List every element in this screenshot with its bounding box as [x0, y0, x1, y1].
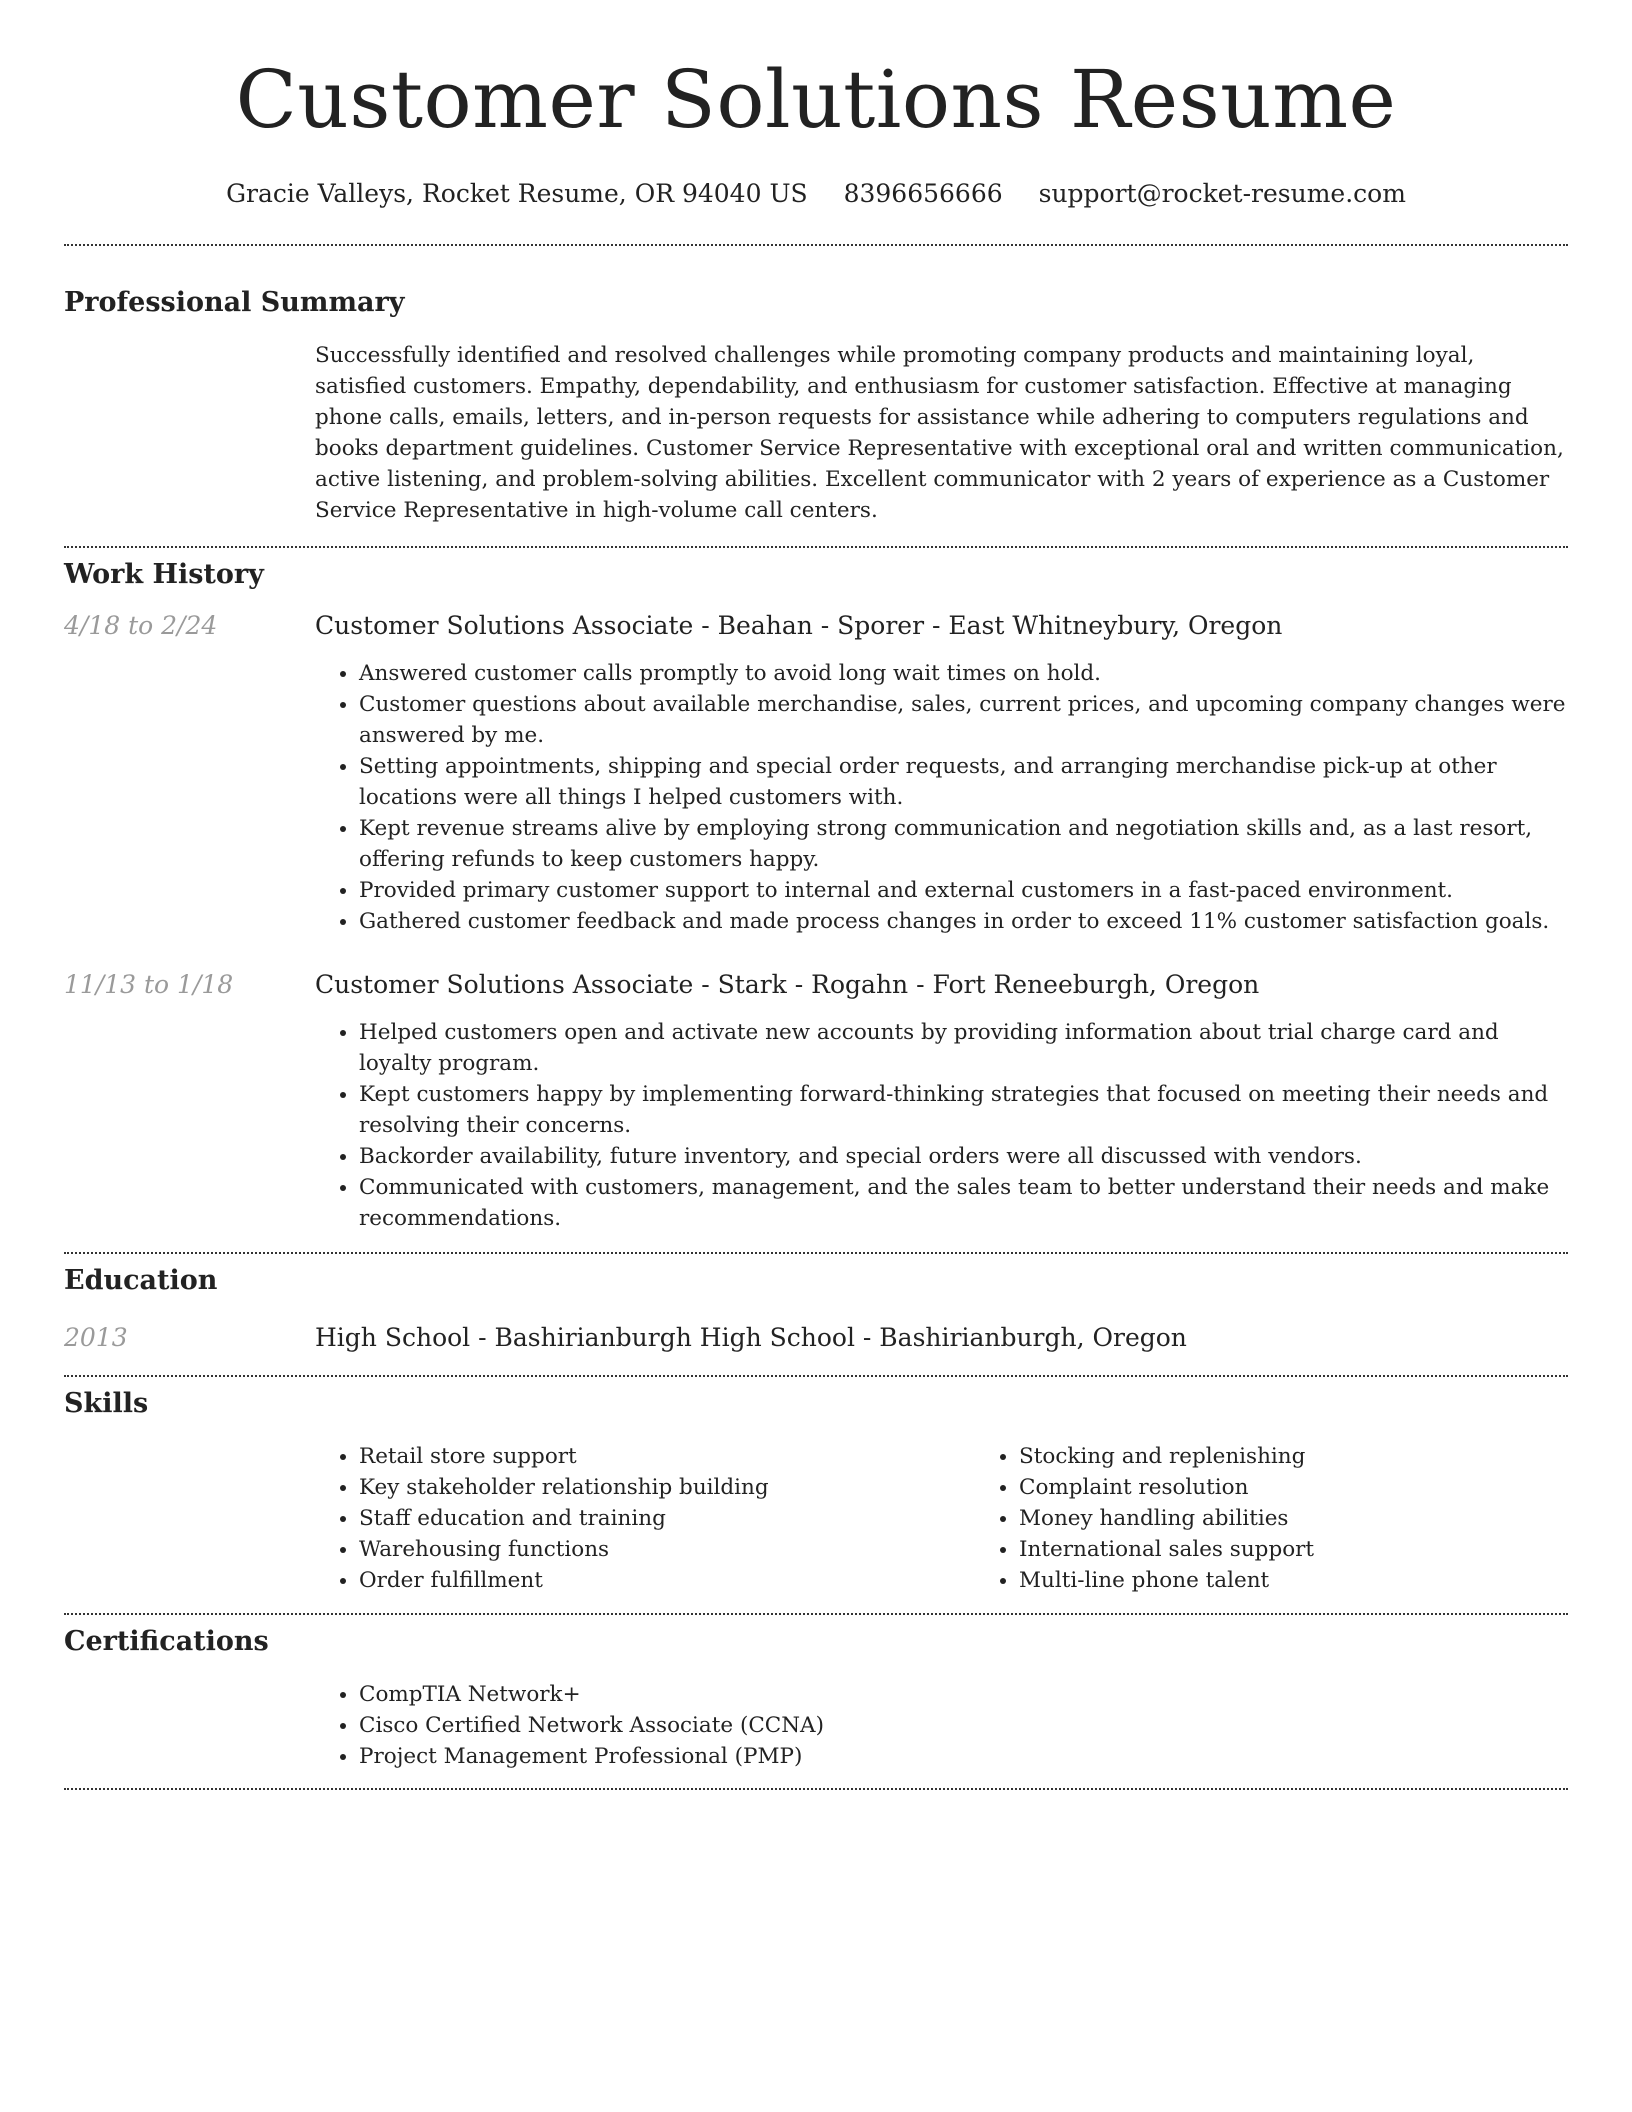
job-entry — [64, 610, 1568, 937]
job-dates: 11/13 to 1/18 — [64, 970, 234, 999]
list-item: • Complaint resolution — [1019, 1472, 1568, 1503]
contact-line — [64, 178, 1568, 210]
contact-email: support@rocket-resume.com — [1038, 179, 1406, 208]
skills-row — [64, 1441, 1568, 1596]
list-item: • Cisco Certified Network Associate (CCNA) — [359, 1710, 1568, 1741]
list-item: • Helped customers open and activate new accounts by providing information about trial charge card and loyalty program. — [359, 1017, 1568, 1079]
list-item: • Answered customer calls promptly to avoid long wait times on hold. — [359, 658, 1568, 689]
job-bullets — [315, 658, 1568, 937]
list-item: • Setting appointments, shipping and special order requests, and arranging merchandise pick-up at other locations were all things I helped customers with. — [359, 751, 1568, 813]
skills-list-right — [975, 1441, 1568, 1596]
list-item: • Provided primary customer support to internal and external customers in a fast-paced environment. — [359, 875, 1568, 906]
resume-name: Customer Solutions Resume — [235, 53, 1397, 146]
list-item: • International sales support — [1019, 1534, 1568, 1565]
section-title-skills: Skills — [64, 1388, 149, 1419]
education-entry — [64, 1322, 1568, 1354]
section-title-certifications: Certifications — [64, 1626, 269, 1657]
list-item: • Backorder availability, future inventory, and special orders were all discussed with vendors. — [359, 1141, 1568, 1172]
divider — [64, 1788, 1568, 1790]
contact-address: Gracie Valleys, Rocket Resume, OR 94040 US — [226, 179, 808, 208]
section-title-summary: Professional Summary — [64, 287, 405, 318]
skills-list-left — [315, 1441, 975, 1596]
list-item: • Key stakeholder relationship building — [359, 1472, 975, 1503]
certifications-row — [64, 1679, 1568, 1772]
job-title: Customer Solutions Associate - Stark - Rogahn - Fort Reneeburgh, Oregon — [315, 970, 1260, 999]
divider — [64, 1375, 1568, 1377]
list-item: • Kept revenue streams alive by employing strong communication and negotiation skills and, as a last resort, offering refunds to keep customers happy. — [359, 813, 1568, 875]
divider — [64, 1252, 1568, 1254]
certifications-list — [315, 1679, 1568, 1772]
list-item: • Warehousing functions — [359, 1534, 975, 1565]
list-item: • Stocking and replenishing — [1019, 1441, 1568, 1472]
list-item: • Staff education and training — [359, 1503, 975, 1534]
list-item: • CompTIA Network+ — [359, 1679, 1568, 1710]
job-title: Customer Solutions Associate - Beahan - Sporer - East Whitneybury, Oregon — [315, 611, 1283, 640]
section-title-work: Work History — [64, 559, 264, 590]
list-item: • Kept customers happy by implementing forward-thinking strategies that focused on meeting their needs and resolving their concerns. — [359, 1079, 1568, 1141]
education-text: High School - Bashirianburgh High School - Bashirianburgh, Oregon — [315, 1323, 1187, 1352]
job-entry — [64, 969, 1568, 1234]
list-item: • Money handling abilities — [1019, 1503, 1568, 1534]
contact-phone: 8396656666 — [843, 179, 1003, 208]
job-dates: 4/18 to 2/24 — [64, 611, 218, 640]
divider — [64, 546, 1568, 548]
list-item: • Project Management Professional (PMP) — [359, 1741, 1568, 1772]
summary-row — [64, 340, 1568, 526]
divider — [64, 244, 1568, 246]
list-item: • Communicated with customers, management, and the sales team to better understand their needs and make recommendations. — [359, 1172, 1568, 1234]
section-title-education: Education — [64, 1265, 218, 1296]
list-item: • Retail store support — [359, 1441, 975, 1472]
list-item: • Order fulfillment — [359, 1565, 975, 1596]
list-item: • Multi-line phone talent — [1019, 1565, 1568, 1596]
list-item: • Customer questions about available merchandise, sales, current prices, and upcoming company changes were answered by me. — [359, 689, 1568, 751]
education-year: 2013 — [64, 1323, 128, 1352]
divider — [64, 1613, 1568, 1615]
list-item: • Gathered customer feedback and made process changes in order to exceed 11% customer satisfaction goals. — [359, 906, 1568, 937]
job-bullets — [315, 1017, 1568, 1234]
skills-grid — [315, 1441, 1568, 1596]
summary-text: Successfully identified and resolved challenges while promoting company products and maintaining loyal, satisfied customers. Empathy, dependability, and enthusiasm for customer satisfaction. Effective at managing phone calls, emails, letters, and in-person requests for assistance while adhering to computers regulations and books department guidelines. Customer Service Representative with exceptional oral and written communication, active listening, and problem-solving abilities. Excellent communicator with 2 years of experience as a Customer Service Representative in high-volume call centers. — [315, 343, 1564, 523]
